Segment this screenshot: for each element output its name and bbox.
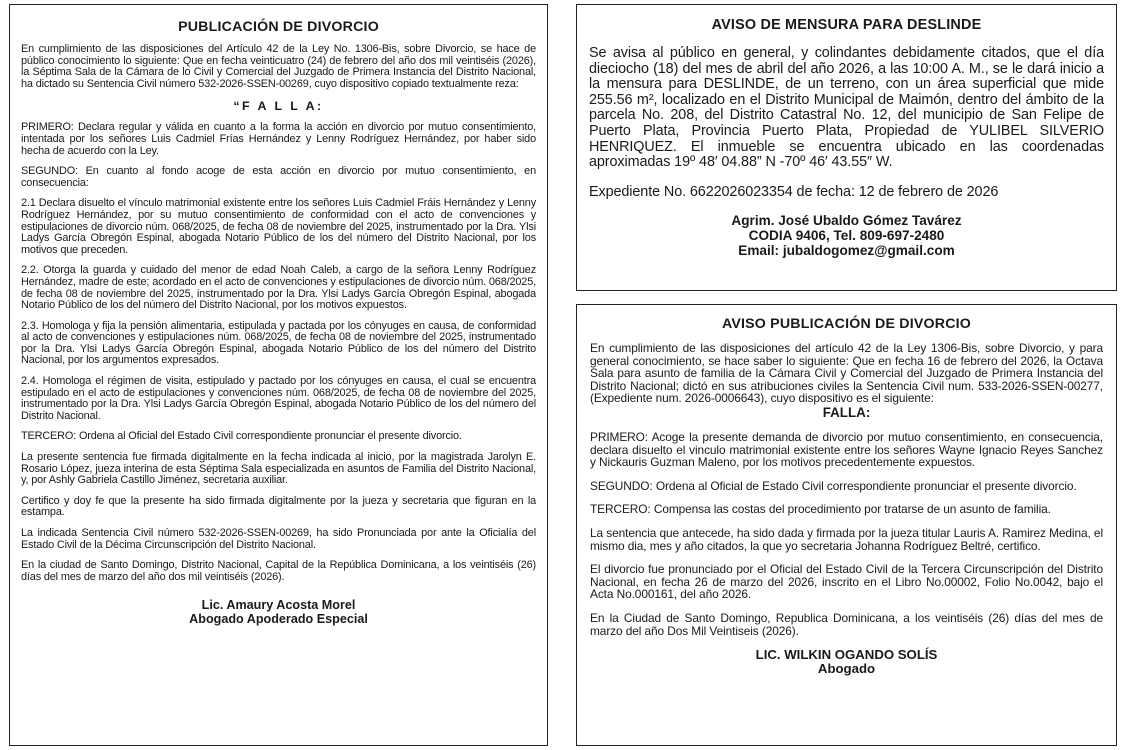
signer-codia: CODIA 9406, Tel. 809-697-2480 <box>748 227 945 243</box>
paragraph-pronounced: La indicada Sentencia Civil número 532-2026-SSEN-00269, ha sido Pronunciada por ante la Oficialía del Estado Civil de la Décima Circunscripción del Distrito Nacional. <box>21 527 536 551</box>
notice-divorce-publication-right <box>576 304 1117 746</box>
signer-name: Agrim. José Ubaldo Gómez Tavárez <box>731 213 962 229</box>
paragraph-tercero: TERCERO: Compensa las costas del procedimiento por tratarse de un asunto de familia. <box>590 502 1051 517</box>
paragraph-2-2: 2.2. Otorga la guarda y cuidado del menor de edad Noah Caleb, a cargo de la señora Lenny Rodríguez Hernández, madre de este; acordado en el acto de convenciones y estipulaciones de divorcio núm. 068/2025, de fecha 08 de noviembre del 2025, instrumentado por la Dra. Ylsi Ladys García Obregón Espinal, abogada Notario Público de los del número del Distrito Nacional, por los motivos expuestos. <box>21 264 536 312</box>
signer-name: Lic. Amaury Acosta Morel <box>201 598 356 613</box>
paragraph-place-date: En la Ciudad de Santo Domingo, Republica Dominicana, a los veintiséis (26) días del mes de marzo del año Dos Mil Veintiseis (2026). <box>590 610 1103 638</box>
notice-intro: En cumplimiento de las disposiciones del Artículo 42 de la Ley No. 1306-Bis, sobre Divorcio, se hace de público conocimiento lo siguiente: Que en fecha veinticuatro (24) de febrero del año dos mil veintiséis (2026), la Séptima Sala de la Cámara de lo Civil y Comercial del Juzgado de Primera Instancia del Distrito Nacional, ha dictado su Sentencia Civil número 532-2026-SSEN-00269, cuyo dispositivo copiado textualmente reza: <box>21 43 536 90</box>
paragraph-primero: PRIMERO: Declara regular y válida en cuanto a la forma la acción en divorcio por mutuo consentimiento, intentada por los señores Luis Cadmiel Frías Hernández y Lenny Rodríguez Hernández, por haber sido hecha de acuerdo con la Ley. <box>21 121 536 157</box>
notice-mensura-deslinde <box>576 4 1117 291</box>
signer-role: Abogado Apoderado Especial <box>189 611 368 626</box>
paragraph-certification: Certifico y doy fe que la presente ha sido firmada digitalmente por la jueza y secretaria que figuran en la estampa. <box>21 494 536 519</box>
paragraph-2-1: 2.1 Declara disuelto el vínculo matrimonial existente entre los señores Luis Cadmiel Fráis Hernández y Lenny Rodríguez Hernández, por su mutuo consentimiento de conformidad con el acto de convenciones y estipulaciones de divorcio núm. 068/2025, de fecha 08 de noviembre del 2025, instrumentado por la Dra. Ylsi Ladys García Obregón Espinal, abogada Notario Público de los del número del Distrito Nacional, por los motivos que preceden. <box>21 197 536 256</box>
signer-role: Abogado <box>817 661 876 677</box>
paragraph-sentence-signed: La sentencia que antecede, ha sido dada y firmada por la jueza titular Lauris A. Ramirez Medina, el mismo dia, mes y año citados, la que yo secretaria Johanna Rodríguez Beltré, certifico. <box>590 525 1103 553</box>
notice-intro: En cumplimiento de las disposiciones del artículo 42 de la Ley 1306-Bis, sobre Divorcio, y para general conocimiento, se hace saber lo siguiente: Que en fecha 16 de febrero del 2026, la Octava Sala para asunto de familia de la Cámara Civil y Comercial del Juzgado de Primera Instancia del Distrito Nacional; dictó en sus atribuciones civiles la Sentencia Civil num. 533-2026-SSEN-00277, (Expediente num. 2026-0006643), cuyo dispositivo es el siguiente: <box>590 341 1103 406</box>
notice-title: AVISO DE MENSURA PARA DESLINDE <box>711 17 982 33</box>
notice-title: AVISO PUBLICACIÓN DE DIVORCIO <box>721 316 972 332</box>
paragraph-place-date: En la ciudad de Santo Domingo, Distrito Nacional, Capital de la República Dominicana, a los veintiséis (26) días del mes de marzo del año dos mil veintiséis (2026). <box>21 559 536 583</box>
signer-name: LIC. WILKIN OGANDO SOLÍS <box>755 647 938 663</box>
paragraph-pronounced: El divorcio fue pronunciado por el Oficial del Estado Civil de la Tercera Circunscripción del Distrito Nacional, en fecha 26 de marzo del 2026, inscrito en el Libro No.00002, Folio No.0042, bajo el Acta No.000161, del año 2026. <box>590 562 1103 602</box>
notice-body: Se avisa al público en general, y colindantes debidamente citados, que el día dieciocho (18) del mes de abril del año 2026, a las 10:00 A. M., se le dará inicio a la mensura para DESLINDE, de un terreno, con un área superficial que mide 255.56 m², localizado en el Distrito Municipal de Maimón, dentro del ámbito de la parcela No. 208, del Distrito Catastral No. 12, del municipio de San Felipe de Puerto Plata, Provincia Puerto Plata, Propiedad de YULIBEL SILVERIO HENRIQUEZ. El inmueble se encuentra ubicado en las coordenadas aproximadas 19º 48′ 04.88” N -70º 46′ 43.55″ W. <box>589 45 1104 171</box>
paragraph-signature-note: La presente sentencia fue firmada digitalmente en la fecha indicada al inicio, por la magistrada Jarolyn E. Rosario López, jueza interina de esta Séptima Sala especializada en asuntos de Familia del Distrito Nacional, y, por Ashly Gabriela Castillo Jiménez, secretaria auxiliar. <box>21 451 536 487</box>
falla-heading: FALLA: <box>822 404 871 420</box>
paragraph-segundo: SEGUNDO: En cuanto al fondo acoge de esta acción en divorcio por mutuo consentimiento, en consecuencia: <box>21 165 536 189</box>
notice-divorce-publication-left <box>9 4 548 746</box>
expediente-line: Expediente No. 6622026023354 de fecha: 12 de febrero de 2026 <box>589 183 999 200</box>
signature-block <box>21 599 536 626</box>
signature-block <box>590 648 1103 676</box>
paragraph-2-3: 2.3. Homologa y fija la pensión alimentaria, estipulada y pactada por los cónyuges en causa, de conformidad al acto de convenciones y estipulaciones núm. 068/2025, de fecha 08 de noviembre del 2025, instrumentado por la Dra. Ylsi Ladys García Obregón Espinal, abogada Notario Público de los del número del Distrito Nacional, por los argumentos expresados. <box>21 319 536 367</box>
paragraph-primero: PRIMERO: Acoge la presente demanda de divorcio por mutuo consentimiento, en consecuencia, declara disuelto el vinculo matrimonial existente entre los señores Wayne Ignacio Reyes Sanchez y Nickauris Guzman Maleno, por los motivos precedentemente expuestos. <box>590 429 1103 470</box>
signature-block <box>589 214 1104 258</box>
paragraph-2-4: 2.4. Homologa el régimen de visita, estipulado y pactado por los cónyuges en causa, el cual se encuentra estipulado en el acto de estipulaciones y convenciones núm. 068/2025, de fecha 08 de noviembre del 2025, instrumentado por la Dra. Ylsi Ladys García Obregón Espinal, abogada Notario Público de los del número del Distrito Nacional. <box>21 375 536 422</box>
notice-title: PUBLICACIÓN DE DIVORCIO <box>178 19 379 35</box>
paragraph-tercero: TERCERO: Ordena al Oficial del Estado Civil correspondiente pronunciar el presente divorcio. <box>21 430 462 443</box>
falla-heading: “F A L L A: <box>233 99 324 114</box>
signer-email: Email: jubaldogomez@gmail.com <box>738 242 955 258</box>
paragraph-segundo: SEGUNDO: Ordena al Oficial de Estado Civil correspondiente pronunciar el presente divorcio. <box>590 478 1077 493</box>
